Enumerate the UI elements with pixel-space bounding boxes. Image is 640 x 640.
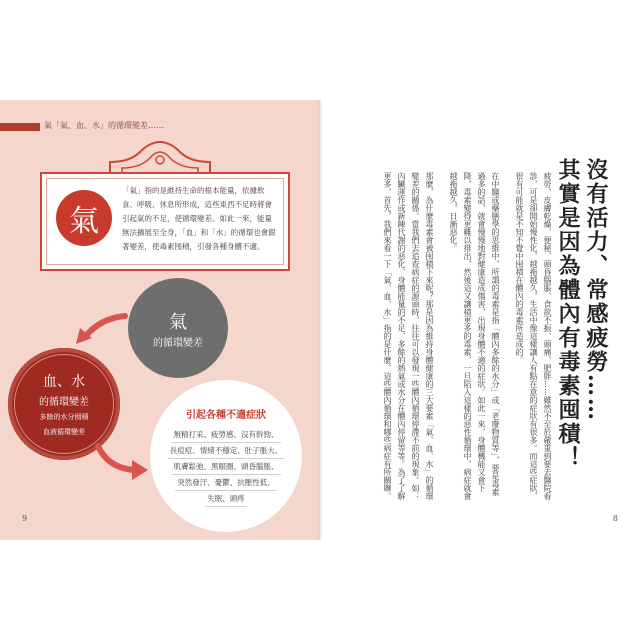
symptom-line: 突然發汗、憂鬱、抗壓性低、: [175, 475, 277, 491]
page-number-left: 9: [22, 514, 28, 523]
blood-water-title: 血、水: [43, 373, 85, 390]
header-title: 氣「氣、血、水」的循環變差……: [44, 121, 164, 130]
qi-circle-glyph: 氣: [169, 311, 187, 333]
body-paragraph-1: 疲勞、皮膚乾燥、便秘、頭昏腦脹、食欲不振、頭痛、肥胖……雖然不至於嚴重到要去醫院看診，可是卻開始慢性化，越拖越久，生活中像這樣讓人有點在意的症狀有很多。而這些症狀，很有可能就是不知不覺中囤積在體內的毒素所造成的。: [515, 172, 552, 500]
arrow-left-icon: [70, 308, 130, 348]
blood-water-note-1: 多餘的水分囤積: [39, 412, 89, 421]
symptom-line: 失眠、頭疼: [205, 491, 247, 507]
left-page: [0, 100, 320, 540]
body-paragraph-2: 在中醫或藥膳學的思維中，所謂的毒素是指「體內多餘的水分」或「老廢物質等」，要是毒素過多的話，就會慢慢地對健康造成傷害，出現身體不適的症狀。如此一來，身體機能又會下降，毒素變得更難以排出，然後這又讓積更多的毒素，一旦陷入這樣的惡性循環中，病症就會越拖越久，日漸惡化。: [449, 172, 500, 500]
blood-water-subtitle: 的循環變差: [39, 396, 89, 408]
qi-circle-label: 的循環變差: [153, 337, 203, 349]
symptoms-title: 引起各種不適症狀: [186, 409, 266, 421]
qi-definition-box: [40, 172, 290, 271]
header-bar: [0, 123, 40, 131]
chapter-title-line-1: 沒有活力、常感疲勞……: [583, 158, 609, 422]
symptoms-circle: [150, 380, 302, 532]
symptom-line: 長痘痘、情緒不穩定、肚子脹大、: [168, 443, 285, 459]
symptom-line: 肌膚鬆弛、黑眼圈、頭昏腦脹、: [172, 459, 281, 475]
book-spread: [0, 100, 640, 540]
chapter-title-line-2: 其實是因為體內有毒素囤積！: [555, 158, 581, 470]
arrow-right-icon: [92, 440, 152, 480]
qi-circulation-circle: [128, 278, 228, 378]
qi-definition-text: 「氣」指的是維持生命的根本能量，依據飲食、呼吸、休息所形成，這些東西不足時將會引起氣的不足，使循環變差。如此一來，能量無法擴展至全身，「血」和「水」的循環也會跟著變差，使毒素囤積，引發各種身體不適。: [122, 186, 276, 251]
page-number-right: 8: [612, 514, 618, 523]
body-text: [340, 172, 554, 502]
symptom-line: 無精打采、疲勞感、沒有幹勁、: [172, 427, 281, 443]
qi-glyph-badge: 氣: [56, 190, 112, 246]
body-paragraph-3: 那麼，為什麼毒素會被囤積下來呢？那是因為維持身體健康的三大要素「氣、血、水」的循環變差的關係。當我們去追查病症的源頭時，往往可以發現一些體內循環停滯不前的現象。如：內臟運作或新陳代謝的惡化、身體能量的不足、多餘的熱氣或水分在體內停留等等。為了了解更多，首先，我們來看一下「氣、血、水」指的是什麼，這些體內循環和哪些病症有所關聯。: [383, 172, 434, 500]
page-gutter: [318, 100, 322, 540]
blood-water-note-2: 血液循環變差: [43, 427, 85, 436]
